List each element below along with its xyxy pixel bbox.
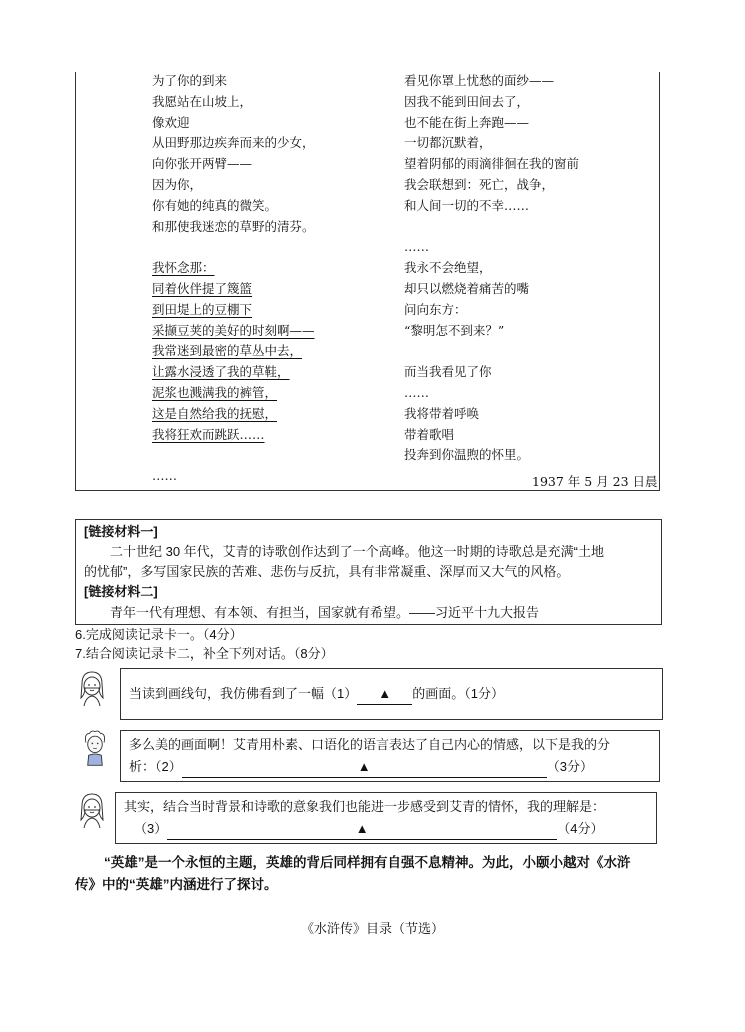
poem-line: 到田堤上的豆棚下 [152,301,253,317]
poem-line: 问向东方： [404,301,467,317]
poem-date: 1937 年 5 月 23 日晨 [532,474,658,489]
poem-line: 向你张开两臂—— [152,156,253,172]
dialog-2-suffix: （3分） [546,759,593,774]
poem-line: 你有她的纯真的微笑。 [152,197,278,213]
poem-line: 而当我看见了你 [404,364,492,380]
material-1-line-2: 的忧郁”，多写国家民族的苦难、悲伤与反抗，具有非常凝重、深厚而又大气的风格。 [84,564,570,579]
material-1-title: [链接材料一] [84,524,158,539]
dialog-3-line-1: 其实，结合当时背景和诗歌的意象我们也能进一步感受到艾青的情怀，我的理解是： [124,799,606,814]
dialog-bubble-1 [120,668,663,720]
poem-line: 和那使我迷恋的草野的清芬。 [152,218,315,234]
poem-line: 我怀念那： [152,260,215,276]
dialog-bubble-3 [115,792,657,844]
dialog-1-answer-blank[interactable] [357,684,412,705]
intro-paragraph-line-2: 传》中的“英雄”内涵进行了探讨。 [75,877,278,892]
intro-paragraph-line-1: “英雄”是一个永恒的主题，英雄的背后同样拥有自强不息精神。为此，小颐小越对《水浒 [104,855,631,870]
poem-line: 因为你， [152,177,203,192]
dialog-1-suffix: 的画面。（1分） [412,686,504,701]
poem-line: 我愿站在山坡上， [152,93,253,109]
dialog-bubble-2 [120,730,660,782]
poem-line: 让露水浸透了我的草鞋， [152,364,290,380]
poem-line: 我将狂欢而跳跃…… [152,426,265,442]
poem-line: 带着歌唱 [404,426,455,442]
poem-line: …… [404,385,429,400]
material-2-line-1: 青年一代有理想、有本领、有担当，国家就有希望。——习近平十九大报告 [110,605,540,620]
poem-line: 望着阴郁的雨滴徘徊在我的窗前 [404,156,580,172]
dialog-3-prefix: （3） [134,821,168,836]
poem-line: 我常迷到最密的草丛中去， [152,343,303,359]
boy-avatar-icon [77,728,113,768]
poem-line: 采撷豆荚的美好的时刻啊—— [152,322,315,338]
poem-line: 我永不会绝望， [404,260,492,276]
triangle-mark: ▲ [378,686,392,701]
poem-line: 投奔到你温煦的怀里。 [404,447,530,463]
poem-line: 一切都沉默着， [404,135,492,151]
dialog-3-answer-blank[interactable] [167,819,557,840]
dialog-2-prefix: 析：（2） [129,759,182,774]
poem-line: 同着伙伴提了篾篮 [152,281,253,296]
triangle-mark: ▲ [355,821,369,836]
poem-line: 这是自然给我的抚慰， [152,405,278,421]
question-6: 6.完成阅读记录卡一。（4分） [75,627,243,642]
poem-line: 也不能在街上奔跑—— [404,114,530,130]
poem-line: 因我不能到田间去了， [404,93,530,109]
poem-line: 从田野那边疾奔而来的少女， [152,135,315,151]
poem-line: 泥浆也溅满我的裤管， [152,385,278,400]
dialog-2-line-1: 多么美的画面啊！艾青用朴素、口语化的语言表达了自己内心的情感，以下是我的分 [129,737,611,752]
triangle-mark: ▲ [357,759,371,774]
link-materials-box [75,519,662,625]
poem-line: 为了你的到来 [152,73,228,88]
question-7: 7.结合阅读记录卡二，补全下列对话。（8分） [75,646,334,661]
poem-line: 和人间一切的不幸…… [404,197,530,213]
poem-line: 我将带着呼唤 [404,405,480,421]
poem-line: “黎明怎不到来？” [404,322,505,338]
dialog-1-prefix: 当读到画线句，我仿佛看到了一幅（1） [129,686,358,701]
girl-avatar-2-icon [74,790,110,830]
poem-line: 却只以燃烧着痛苦的嘴 [404,281,530,296]
poem-line: 我会联想到：死亡，战争， [404,177,555,192]
girl-avatar-icon [74,668,110,708]
poem-line: 看见你罩上忧愁的面纱—— [404,73,555,88]
dialog-2-answer-blank[interactable] [182,757,547,778]
toc-title: 《水浒传》目录（节选） [300,921,444,936]
material-2-title: [链接材料二] [84,584,158,599]
material-1-line-1: 二十世纪 30 年代，艾青的诗歌创作达到了一个高峰。他这一时期的诗歌总是充满“土地 [110,544,605,559]
poem-line: …… [152,468,177,484]
poem-line: …… [404,239,429,255]
dialog-3-suffix: （4分） [557,821,604,836]
poem-line: 像欢迎 [152,114,190,130]
